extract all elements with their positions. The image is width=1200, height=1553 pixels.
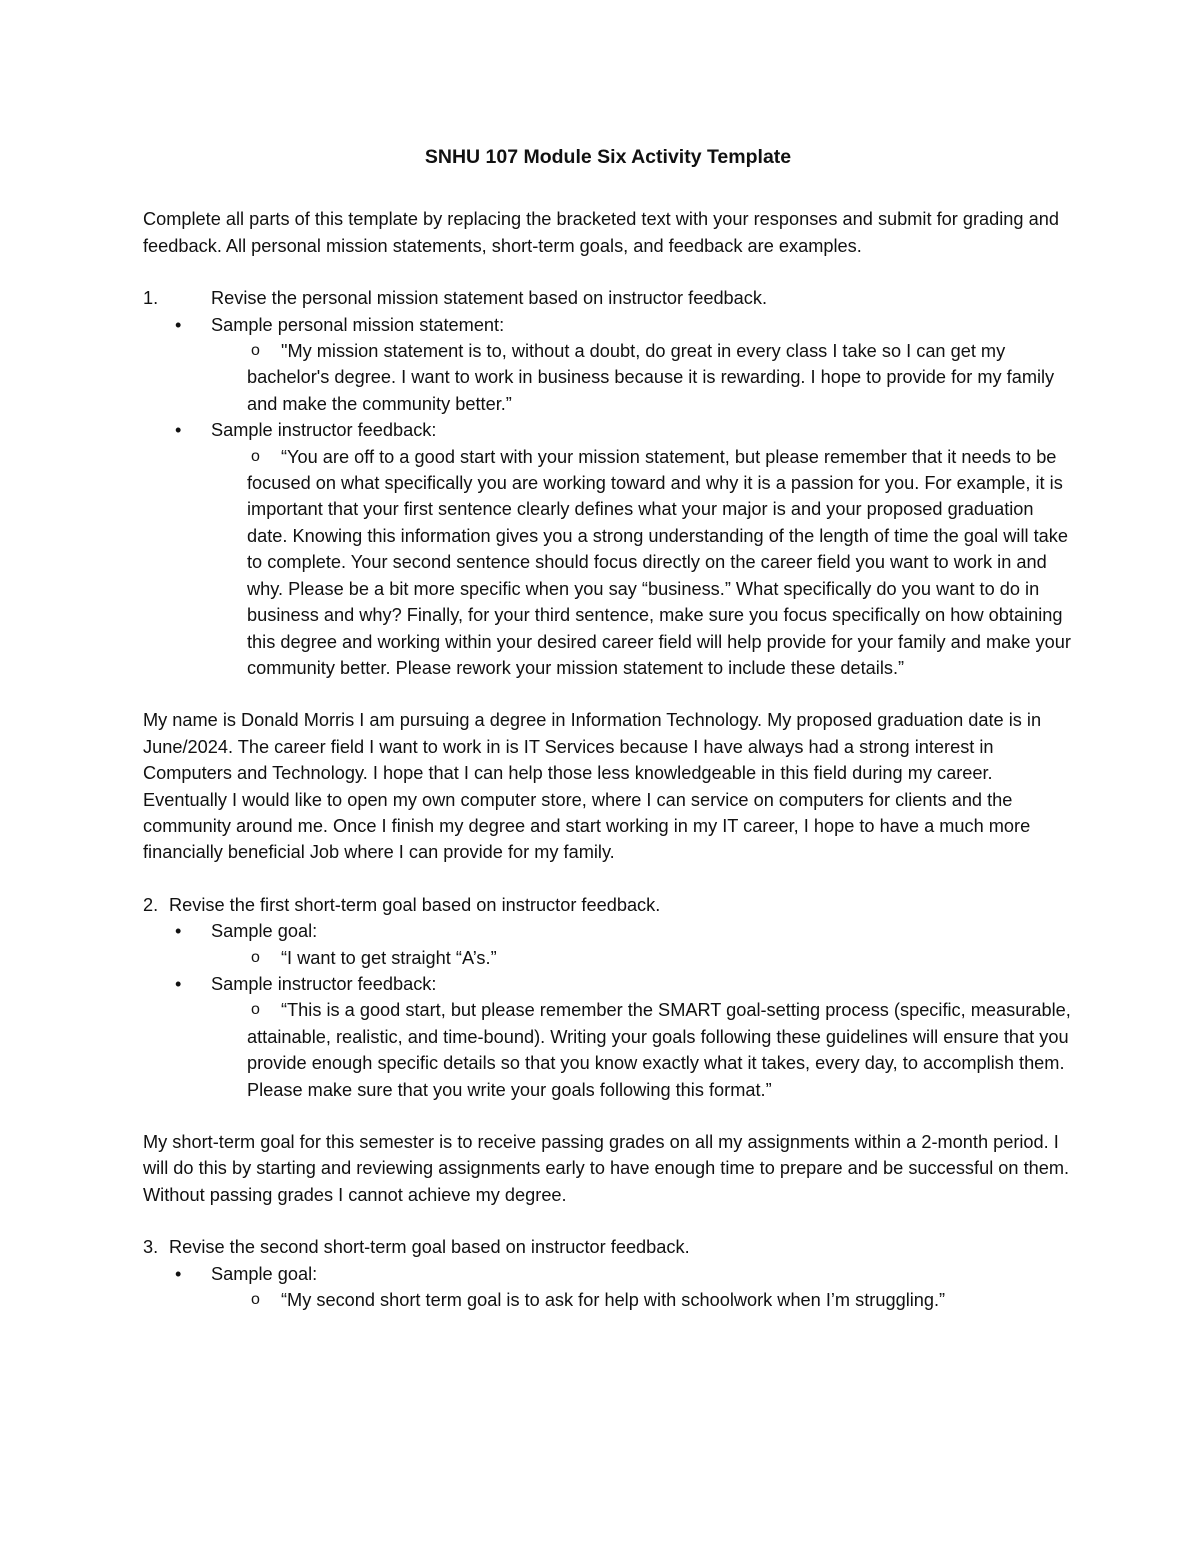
section-1-bullet-1 [143,312,1073,338]
section-1-bullet-2 [143,417,1073,443]
section-2-sub-2-text: “This is a good start, but please remember the SMART goal-setting process (specific, measurable, attainable, realistic, and time-bound). Writing your goals following these guidelines will ensure that you provide enough specific details so that you know exactly what it takes, every day, to accomplish them. Please make sure that you write your goals following this format.” [247,1000,1071,1100]
section-2 [143,892,1073,1208]
bullet-icon: • [175,420,182,441]
section-3-sub-1-text: “My second short term goal is to ask for help with schoolwork when I’m struggling.” [281,1290,946,1311]
section-1-bullet-1-text: Sample personal mission statement: [211,314,505,335]
sub-bullet-icon: o [251,1291,260,1309]
intro-paragraph: Complete all parts of this template by replacing the bracketed text with your responses and submit for grading and feedback. All personal mission statements, short-term goals, and feedback are examples. [143,209,1059,256]
section-1-number: 1. [143,288,159,309]
sub-bullet-icon: o [251,948,260,966]
sub-bullet-icon: o [251,342,260,360]
section-1-bullet-2-text: Sample instructor feedback: [211,420,437,441]
bullet-icon: • [175,921,182,942]
bullet-icon: • [175,973,182,994]
section-2-bullet-2-text: Sample instructor feedback: [211,973,437,994]
section-3-bullet-1-text: Sample goal: [211,1263,318,1284]
section-2-bullet-1-text: Sample goal: [211,921,318,942]
section-2-sub-1-text: “I want to get straight “A’s.” [281,947,497,968]
section-2-heading [143,892,1073,918]
bullet-icon: • [175,314,182,335]
section-2-response: My short-term goal for this semester is to receive passing grades on all my assignments within a 2-month period. I will do this by starting and reviewing assignments early to have enough time to prepare and be successful on them. Without passing grades I cannot achieve my degree. [143,1132,1070,1205]
section-1 [143,285,1073,866]
section-3-number: 3. [143,1237,159,1258]
section-3 [143,1234,1073,1313]
section-1-sub-1 [143,338,1073,417]
section-2-number: 2. [143,894,159,915]
section-2-sub-1 [143,945,1073,971]
section-3-heading [143,1234,1073,1260]
section-1-heading [143,285,1073,311]
section-3-bullet-1 [143,1261,1073,1287]
section-3-sub-1 [143,1287,1073,1313]
bullet-icon: • [175,1263,182,1284]
document-title: SNHU 107 Module Six Activity Template [424,146,792,168]
section-1-sub-1-text: "My mission statement is to, without a doubt, do great in every class I take so I can get my bachelor's degree. I want to work in business because it is rewarding. I hope to provide for my family and make the community better.” [247,341,1055,414]
section-1-sub-2-text: “You are off to a good start with your mission statement, but please remember that it needs to be focused on what specifically you are working toward and why it is a passion for you. For example, it is important that your first sentence clearly defines what your major is and your proposed graduation date. Knowing this information gives you a strong understanding of the length of time the goal will take to complete. Your second sentence should focus directly on the career field you want to work in and why. Please be a bit more specific when you say “business.” What specifically do you want to do in business and why? Finally, for your third sentence, make sure you focus specifically on how obtaining this degree and working within your desired career field will help provide for your family and make your community better. Please rework your mission statement to include these details.” [247,446,1071,678]
sub-bullet-icon: o [251,1001,260,1019]
document-page [143,140,1073,1313]
section-2-sub-2 [143,997,1073,1103]
section-2-bullet-2 [143,971,1073,997]
section-2-bullet-1 [143,918,1073,944]
sub-bullet-icon: o [251,447,260,465]
section-3-heading-text: Revise the second short-term goal based on instructor feedback. [169,1237,690,1258]
section-1-response: My name is Donald Morris I am pursuing a degree in Information Technology. My proposed graduation date is in June/2024. The career field I want to work in is IT Services because I have always had a strong interest in Computers and Technology. I hope that I can help those less knowledgeable in this field during my career. Eventually I would like to open my own computer store, where I can service on computers for clients and the community around me. Once I finish my degree and start working in my IT career, I hope to have a much more financially beneficial Job where I can provide for my family. [143,710,1042,863]
section-1-heading-text: Revise the personal mission statement based on instructor feedback. [211,288,768,309]
section-2-heading-text: Revise the first short-term goal based on instructor feedback. [169,894,661,915]
section-1-sub-2 [143,444,1073,682]
